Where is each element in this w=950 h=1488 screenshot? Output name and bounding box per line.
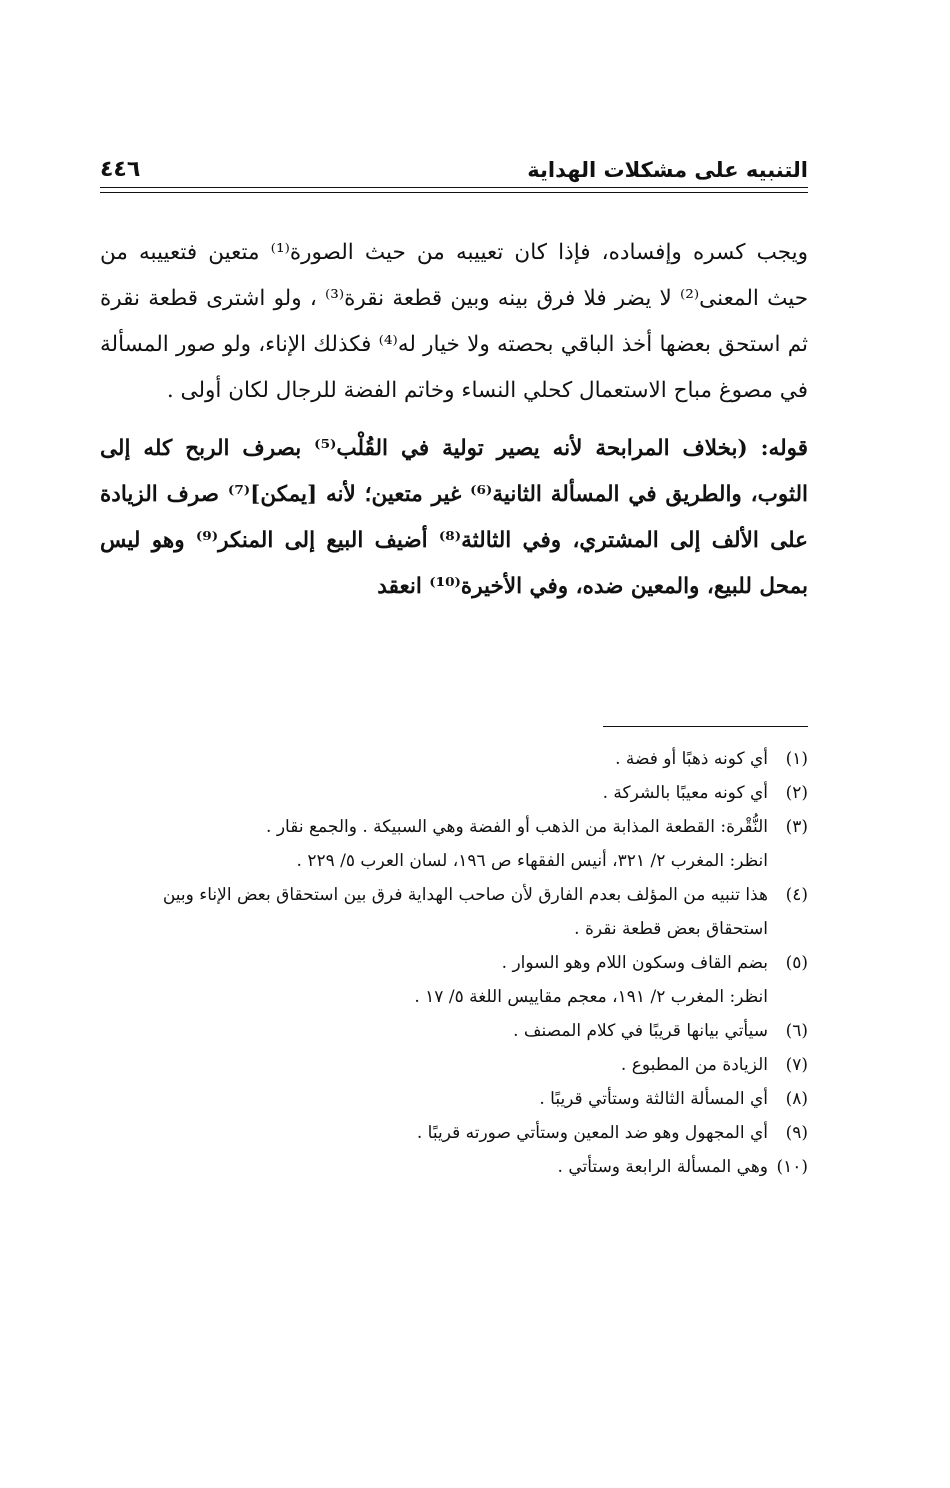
- footnote: [100, 1116, 808, 1150]
- footnote-number: (٢): [785, 783, 808, 803]
- footnote: [100, 742, 808, 776]
- main-text: [100, 230, 808, 610]
- footnote: [100, 776, 808, 810]
- footnote-number: (٣): [785, 817, 808, 837]
- footnote-text: الزيادة من المطبوع .: [620, 1055, 768, 1075]
- footnote-reference: انظر: المغرب ٢/ ١٩١، معجم مقاييس اللغة ٥/ ١٧ .: [414, 987, 768, 1007]
- paragraph-quote: قوله: (بخلاف المرابحة لأنه يصير تولية في القُلْب⁽⁵⁾ بصرف الربح كله إلى الثوب، والطريق في المسألة الثانية⁽⁶⁾ غير متعين؛ لأنه [يمكن]⁽⁷⁾ صرف الزيادة على الألف إلى المشتري، وفي الثالثة⁽⁸⁾ أضيف البيع إلى المنكر⁽⁹⁾ وهو ليس بمحل للبيع، والمعين ضده، وفي الأخيرة⁽¹⁰⁾ انعقد: [100, 436, 808, 599]
- footnote: [100, 1048, 808, 1082]
- footnote-separator: [603, 726, 808, 727]
- header-rule-top: [100, 187, 808, 188]
- book-title: التنبيه على مشكلات الهداية: [527, 158, 808, 182]
- page-number: ٤٤٦: [100, 157, 141, 182]
- footnote: [100, 946, 808, 1014]
- footnote-text: بضم القاف وسكون اللام وهو السوار .: [501, 953, 768, 973]
- footnotes: [100, 742, 808, 1184]
- footnote-text: وهي المسألة الرابعة وستأتي .: [557, 1157, 768, 1177]
- footnote-number: (٤): [785, 885, 808, 905]
- footnote: [100, 1150, 808, 1184]
- footnote: [100, 1014, 808, 1048]
- footnote-text: أي كونه ذهبًا أو فضة .: [615, 749, 768, 769]
- footnote-number: (٩): [785, 1123, 808, 1143]
- footnote-text: سيأتي بيانها قريبًا في كلام المصنف .: [513, 1021, 768, 1041]
- footnote-number: (١٠): [776, 1157, 808, 1177]
- running-header: [100, 148, 808, 182]
- footnote-reference: انظر: المغرب ٢/ ٣٢١، أنيس الفقهاء ص ١٩٦، لسان العرب ٥/ ٢٢٩ .: [296, 851, 768, 871]
- footnote-number: (٨): [785, 1089, 808, 1109]
- footnote-text: أي المجهول وهو ضد المعين وستأتي صورته قريبًا .: [416, 1123, 768, 1143]
- footnote-text: النُّقْرة: القطعة المذابة من الذهب أو الفضة وهي السبيكة . والجمع نقار .: [266, 817, 768, 837]
- header-rule-bottom: [100, 192, 808, 193]
- footnote: [100, 1082, 808, 1116]
- footnote-text: أي المسألة الثالثة وستأتي قريبًا .: [539, 1089, 768, 1109]
- footnote-number: (١): [785, 749, 808, 769]
- footnote-text: أي كونه معيبًا بالشركة .: [602, 783, 768, 803]
- footnote: [100, 878, 808, 946]
- book-page: [100, 0, 808, 1488]
- paragraph: ويجب كسره وإفساده، فإذا كان تعييبه من حيث الصورة⁽¹⁾ متعين فتعييبه من حيث المعنى⁽²⁾ لا يضر فلا فرق بينه وبين قطعة نقرة⁽³⁾ ، ولو اشترى قطعة نقرة ثم استحق بعضها أخذ الباقي بحصته ولا خيار له⁽⁴⁾ فكذلك الإناء، ولو صور المسألة في مصوغ مباح الاستعمال كحلي النساء وخاتم الفضة للرجال لكان أولى .: [100, 240, 808, 403]
- footnote: [100, 810, 808, 878]
- footnote-number: (٧): [785, 1055, 808, 1075]
- footnote-number: (٥): [785, 953, 808, 973]
- footnote-text: هذا تنبيه من المؤلف بعدم الفارق لأن صاحب الهداية فرق بين استحقاق بعض الإناء وبين استحقاق بعض قطعة نقرة .: [162, 885, 768, 939]
- footnote-number: (٦): [785, 1021, 808, 1041]
